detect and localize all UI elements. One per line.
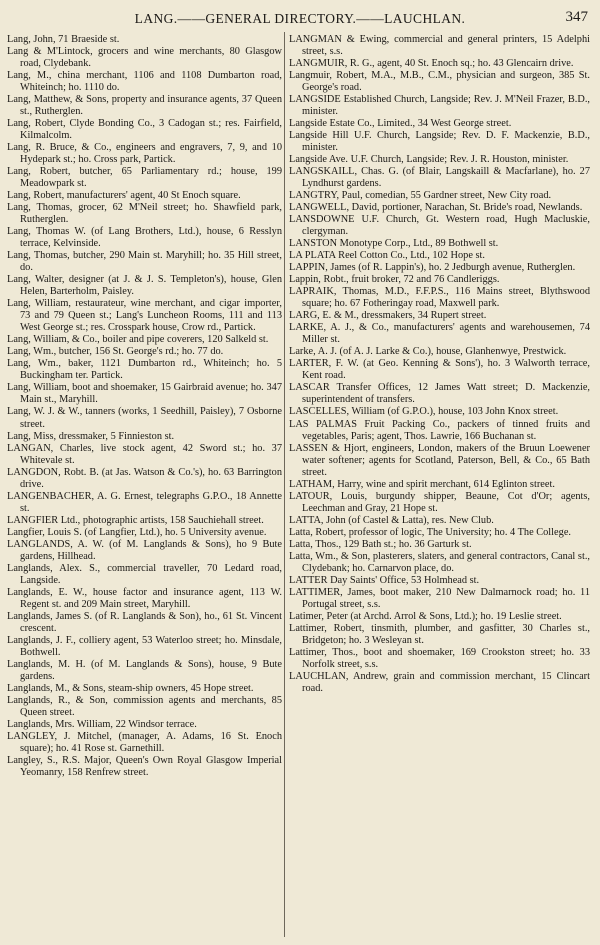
directory-entry: LARG, E. & M., dressmakers, 34 Rupert street.	[289, 310, 487, 322]
directory-entry: LAS PALMAS Fruit Packing Co., packers of tinned fruits and vegetables, Paris; agent, Thos. Lawrie, 166 Buchanan st.	[289, 418, 590, 442]
directory-entry: LANGLEY, J. Mitchel, (manager, A. Adams, 16 St. Enoch square); ho. 41 Rose st. Garnethill.	[7, 730, 282, 754]
directory-entry: Latta, Robert, professor of logic, The University; ho. 4 The College.	[289, 526, 571, 538]
directory-entry: Lang, M., china merchant, 1106 and 1108 Dumbarton road, Whiteinch; ho. 1110 do.	[7, 70, 282, 94]
directory-entry: Langlands, E. W., house factor and insurance agent, 113 W. Regent st. and 209 Main street, Maryhill.	[7, 586, 282, 610]
directory-entry: Lang, Thomas W. (of Lang Brothers, Ltd.), house, 6 Resslyn terrace, Kelvinside.	[7, 226, 282, 250]
directory-entry: Lang, Thomas, butcher, 290 Main st. Maryhill; ho. 35 Hill street, do.	[7, 250, 282, 274]
directory-entry: Larke, A. J. (of A. J. Larke & Co.), house, Glanhenwye, Prestwick.	[289, 346, 567, 358]
directory-entry: LATTA, John (of Castel & Latta), res. New Club.	[289, 514, 494, 526]
directory-entry: Langlands, R., & Son, commission agents and merchants, 85 Queen street.	[7, 694, 282, 718]
directory-entry: LATTIMER, James, boot maker, 210 New Dalmarnock road; ho. 11 Portugal street, s.s.	[289, 586, 590, 610]
right-column	[289, 34, 590, 695]
directory-entry: LANSDOWNE U.F. Church, Gt. Western road, Hugh Macluskie, clergyman.	[289, 214, 590, 238]
directory-entry: Lang, Matthew, & Sons, property and insurance agents, 37 Queen st., Rutherglen.	[7, 94, 282, 118]
page-number: 347	[565, 9, 588, 25]
directory-entry: LATOUR, Louis, burgundy shipper, Beaune, Cot d'Or; agents, Leechman and Gray, 21 Hope st.	[289, 490, 590, 514]
directory-entry: LANGSKAILL, Chas. G. (of Blair, Langskaill & Macfarlane), ho. 27 Lyndhurst gardens.	[289, 166, 590, 190]
directory-entry: Langlands, M., & Sons, steam-ship owners, 45 Hope street.	[7, 682, 254, 694]
directory-entry: Langside Estate Co., Limited., 34 West George street.	[289, 118, 512, 130]
directory-entry: LASCAR Transfer Offices, 12 James Watt street; D. Mackenzie, superintendent of transfers.	[289, 382, 590, 406]
directory-entry: Lattimer, Robert, tinsmith, plumber, and gasfitter, 30 Charles st., Bridgeton; ho. 3 Wesleyan st.	[289, 622, 590, 646]
directory-entry: Lang, Walter, designer (at J. & J. S. Templeton's), house, Glen Helen, Barterholm, Paisley.	[7, 274, 282, 298]
directory-entry: LAUCHLAN, Andrew, grain and commission merchant, 15 Clincart road.	[289, 670, 590, 694]
directory-entry: LA PLATA Reel Cotton Co., Ltd., 102 Hope st.	[289, 250, 485, 262]
page-header	[0, 6, 600, 30]
directory-entry: LANGMAN & Ewing, commercial and general printers, 15 Adelphi street, s.s.	[289, 34, 590, 58]
directory-entry: Lang, Wm., butcher, 156 St. George's rd.; ho. 77 do.	[7, 346, 224, 358]
directory-entry: Lang, Wm., baker, 1121 Dumbarton rd., Whiteinch; ho. 5 Buckingham ter. Partick.	[7, 358, 282, 382]
directory-entry: LANGAN, Charles, live stock agent, 42 Sword st.; ho. 37 Whitevale st.	[7, 442, 282, 466]
directory-entry: Lang, William, restaurateur, wine merchant, and cigar importer, 73 and 79 Queen st.; Lang's Luncheon Rooms, 111 and 113 West George st.; res. Crosspark house, Crow rd., Partick.	[7, 298, 282, 334]
directory-entry: LANGWELL, David, portioner, Narachan, St. Bride's road, Newlands.	[289, 202, 583, 214]
directory-entry: Latta, Wm., & Son, plasterers, slaters, and general contractors, Canal st., Clydebank; ho. Carnarvon place, do.	[289, 550, 590, 574]
directory-entry: LANGLANDS, A. W. (of M. Langlands & Sons), ho 9 Bute gardens, Hillhead.	[7, 538, 282, 562]
directory-entry: Lang, William, boot and shoemaker, 15 Gairbraid avenue; ho. 347 Main st., Maryhill.	[7, 382, 282, 406]
directory-entry: Langfier, Louis S. (of Langfier, Ltd.), ho. 5 University avenue.	[7, 526, 267, 538]
directory-entry: LAPRAIK, Thomas, M.D., F.F.P.S., 116 Mains street, Blythswood square; ho. 67 Fotheringay road, Maxwell park.	[289, 286, 590, 310]
directory-entry: LATTER Day Saints' Office, 53 Holmhead st.	[289, 574, 480, 586]
directory-entry: Langmuir, Robert, M.A., M.B., C.M., physician and surgeon, 385 St. George's road.	[289, 70, 590, 94]
directory-entry: LASSEN & Hjort, engineers, London, makers of the Bruun Loewener water softener; agents for Scotland, Paterson, Bell, & Co., 65 Bath street.	[289, 442, 590, 478]
directory-entry: LASCELLES, William (of G.P.O.), house, 103 John Knox street.	[289, 406, 559, 418]
directory-entry: Langlands, Mrs. William, 22 Windsor terrace.	[7, 718, 197, 730]
running-head: LANG.——GENERAL DIRECTORY.——LAUCHLAN.	[134, 11, 466, 26]
left-column	[7, 34, 282, 779]
directory-entry: Lattimer, Thos., boot and shoemaker, 169 Crookston street; ho. 33 Norfolk street, s.s.	[289, 646, 590, 670]
column-divider	[284, 32, 285, 937]
directory-entry: Langlands, James S. (of R. Langlands & Son), ho., 61 St. Vincent crescent.	[7, 610, 282, 634]
directory-entry: Langlands, M. H. (of M. Langlands & Sons), house, 9 Bute gardens.	[7, 658, 282, 682]
directory-entry: Lang & M'Lintock, grocers and wine merchants, 80 Glasgow road, Clydebank.	[7, 46, 282, 70]
directory-entry: LATHAM, Harry, wine and spirit merchant, 614 Eglinton street.	[289, 478, 555, 490]
directory-entry: Lappin, Robt., fruit broker, 72 and 76 Candleriggs.	[289, 274, 500, 286]
directory-entry: LARTER, F. W. (at Geo. Kenning & Sons'), ho. 3 Walworth terrace, Kent road.	[289, 358, 590, 382]
directory-entry: Lang, William, & Co., boiler and pipe coverers, 120 Salkeld st.	[7, 334, 269, 346]
directory-entry: Lang, Thomas, grocer, 62 M'Neil street; ho. Shawfield park, Rutherglen.	[7, 202, 282, 226]
directory-entry: LANGTRY, Paul, comedian, 55 Gardner street, New City road.	[289, 190, 552, 202]
directory-entry: LAPPIN, James (of R. Lappin's), ho. 2 Jedburgh avenue, Rutherglen.	[289, 262, 576, 274]
directory-entry: Lang, Robert, butcher, 65 Parliamentary rd.; house, 199 Meadowpark st.	[7, 166, 282, 190]
directory-entry: LANSTON Monotype Corp., Ltd., 89 Bothwell st.	[289, 238, 499, 250]
directory-entry: Lang, R. Bruce, & Co., engineers and engravers, 7, 9, and 10 Hydepark st.; ho. Cross park, Partick.	[7, 142, 282, 166]
directory-entry: Langlands, Alex. S., commercial traveller, 70 Ledard road, Langside.	[7, 562, 282, 586]
directory-entry: Langlands, J. F., colliery agent, 53 Waterloo street; ho. Minsdale, Bothwell.	[7, 634, 282, 658]
directory-entry: LANGMUIR, R. G., agent, 40 St. Enoch sq.; ho. 43 Glencairn drive.	[289, 58, 574, 70]
directory-entry: LANGENBACHER, A. G. Ernest, telegraphs G.P.O., 18 Annette st.	[7, 490, 282, 514]
directory-entry: Latta, Thos., 129 Bath st.; ho. 36 Garturk st.	[289, 538, 472, 550]
directory-entry: Langside Hill U.F. Church, Langside; Rev. D. F. Mackenzie, B.D., minister.	[289, 130, 590, 154]
directory-entry: Lang, W. J. & W., tanners (works, 1 Seedhill, Paisley), 7 Osborne street.	[7, 406, 282, 430]
directory-entry: Lang, Robert, Clyde Bonding Co., 3 Cadogan st.; res. Fairfield, Kilmalcolm.	[7, 118, 282, 142]
directory-entry: Langley, S., R.S. Major, Queen's Own Royal Glasgow Imperial Yeomanry, 158 Renfrew street.	[7, 754, 282, 778]
directory-entry: LANGDON, Robt. B. (at Jas. Watson & Co.'s), ho. 63 Barrington drive.	[7, 466, 282, 490]
directory-entry: Lang, John, 71 Braeside st.	[7, 34, 120, 45]
directory-entry: Lang, Miss, dressmaker, 5 Finnieston st.	[7, 430, 175, 442]
directory-entry: Lang, Robert, manufacturers' agent, 40 St Enoch square.	[7, 190, 241, 202]
directory-entry: LARKE, A. J., & Co., manufacturers' agents and warehousemen, 74 Miller st.	[289, 322, 590, 346]
directory-entry: LANGSIDE Established Church, Langside; Rev. J. M'Neil Frazer, B.D., minister.	[289, 94, 590, 118]
directory-entry: Langside Ave. U.F. Church, Langside; Rev. J. R. Houston, minister.	[289, 154, 569, 166]
directory-entry: Latimer, Peter (at Archd. Arrol & Sons, Ltd.); ho. 19 Leslie street.	[289, 610, 562, 622]
directory-entry: LANGFIER Ltd., photographic artists, 158 Sauchiehall street.	[7, 514, 264, 526]
